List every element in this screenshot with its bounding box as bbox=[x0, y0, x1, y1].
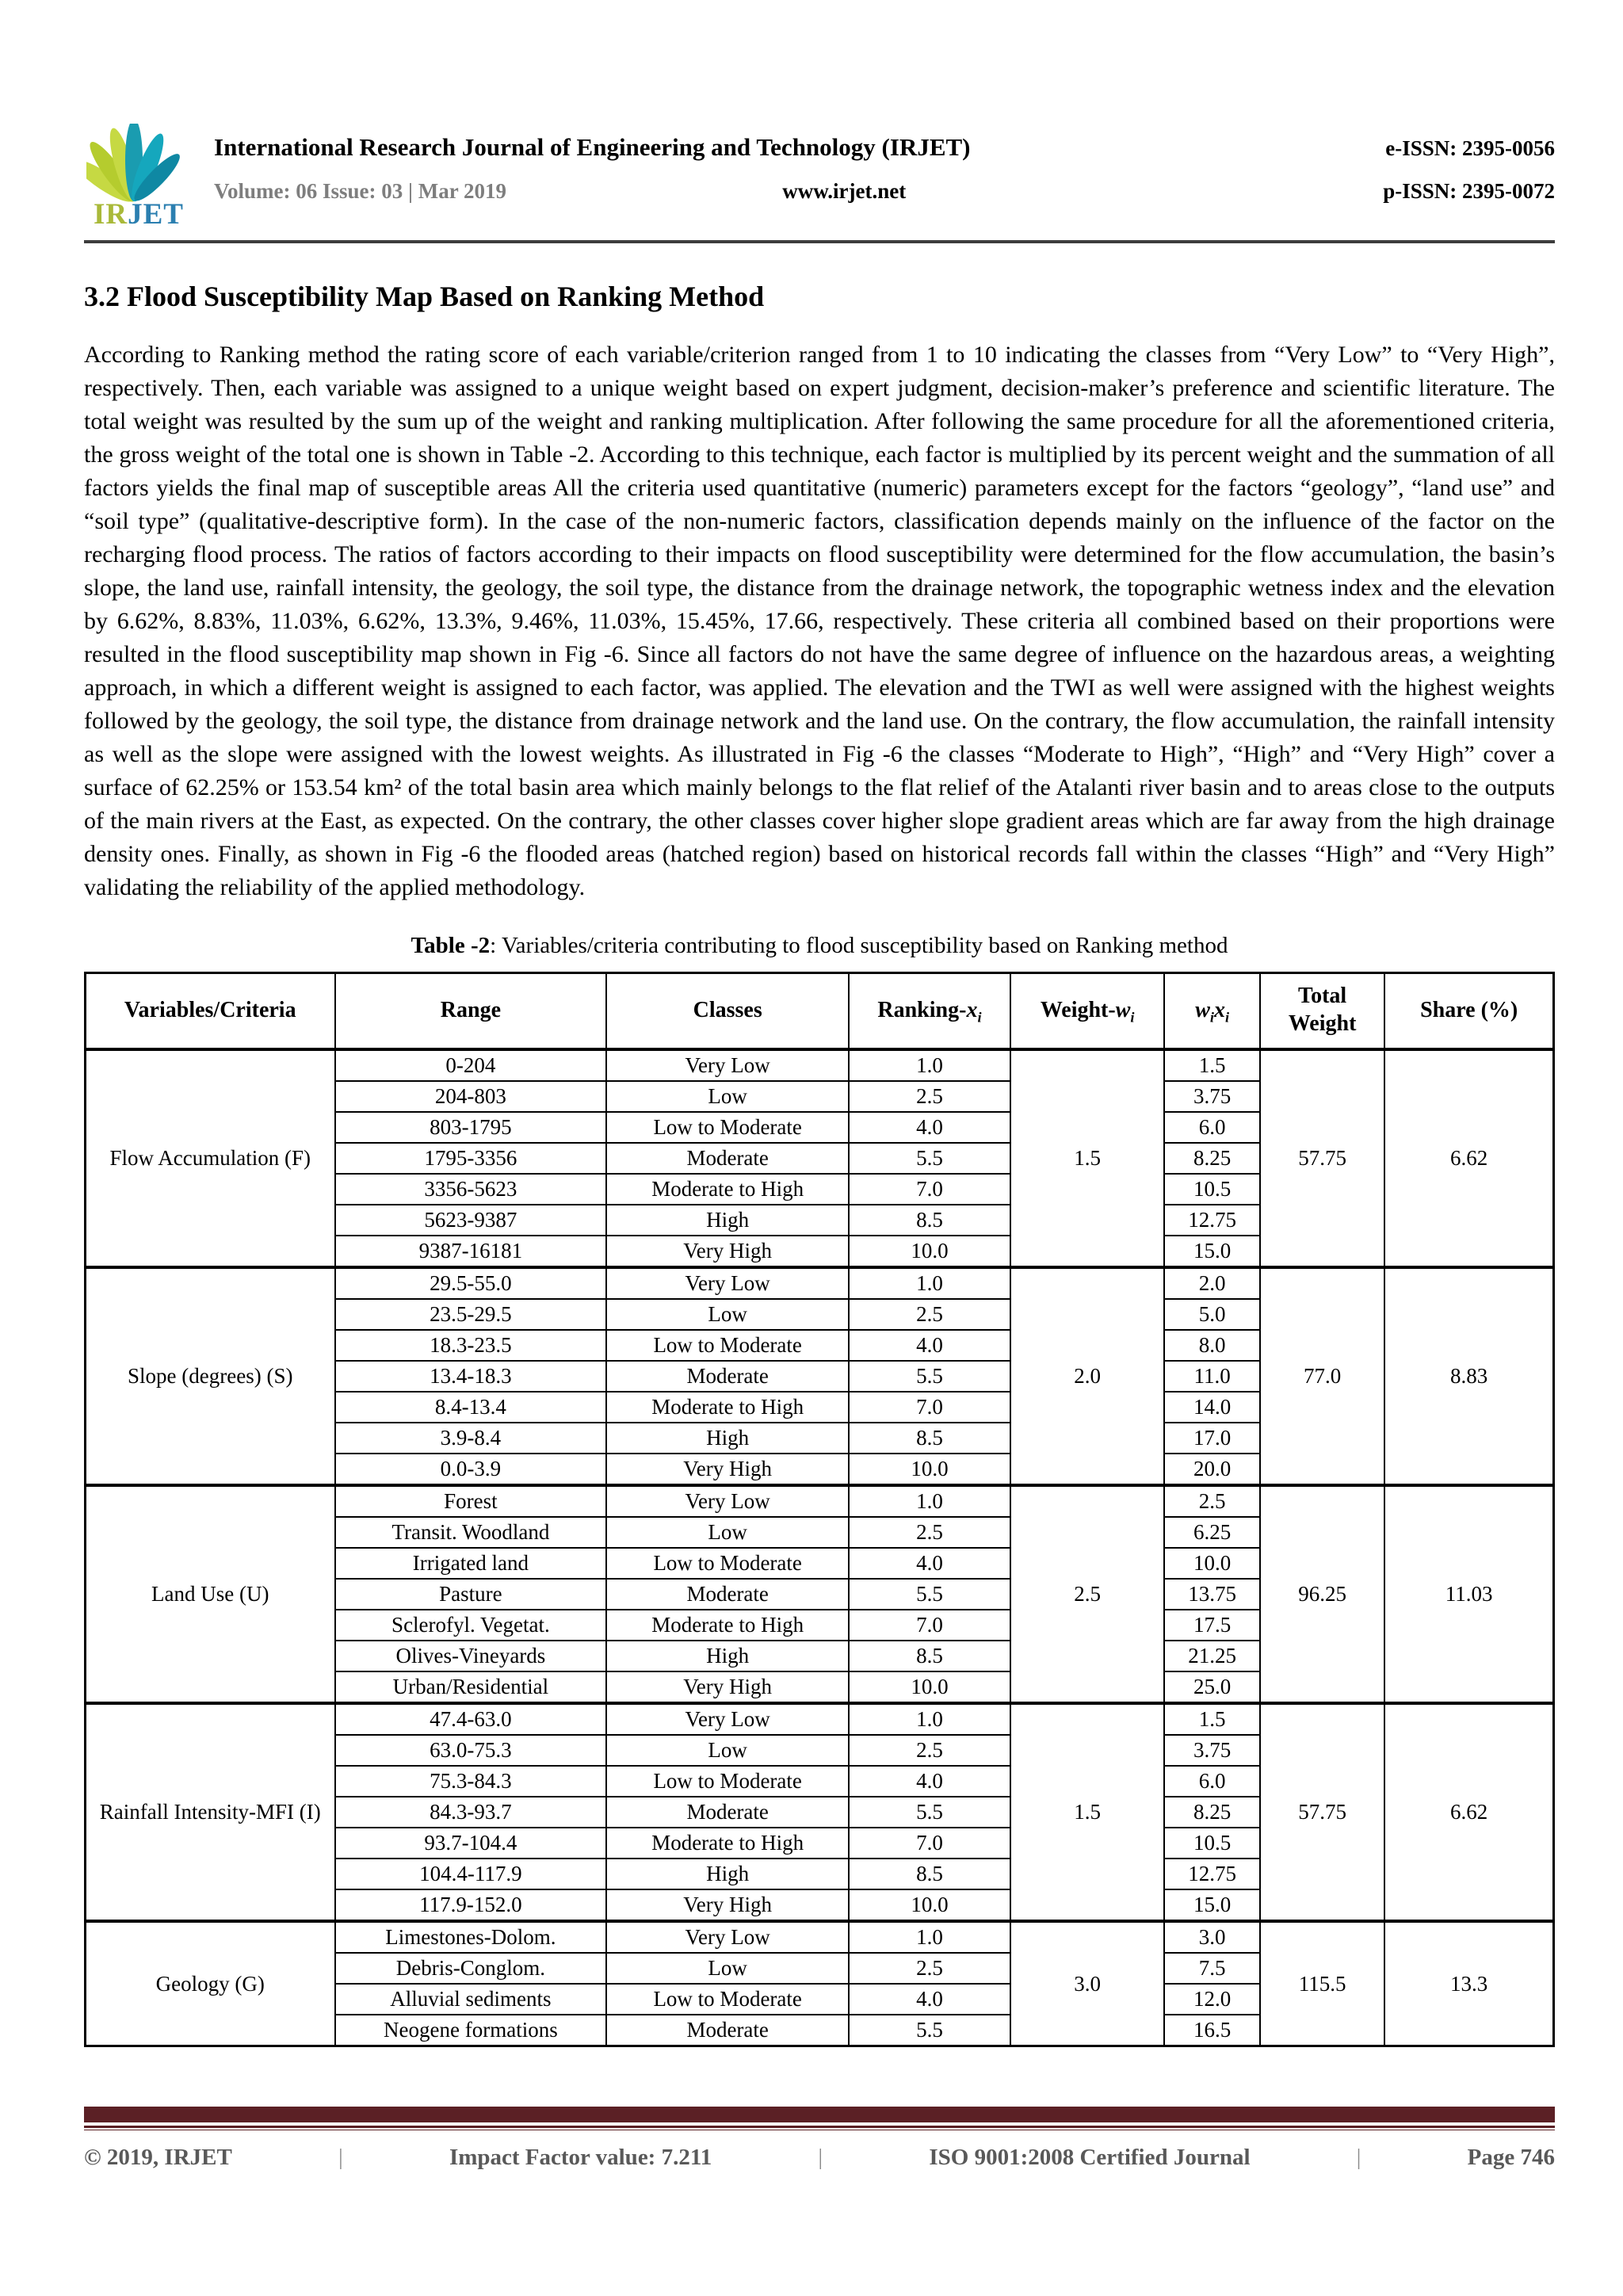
wixi-cell: 10.0 bbox=[1164, 1548, 1259, 1579]
classes-cell: Low bbox=[606, 1299, 849, 1330]
ranking-cell: 5.5 bbox=[849, 1797, 1010, 1828]
classes-cell: Moderate bbox=[606, 2015, 849, 2046]
range-cell: 29.5-55.0 bbox=[335, 1267, 607, 1299]
wixi-cell: 15.0 bbox=[1164, 1236, 1259, 1267]
wixi-cell: 12.75 bbox=[1164, 1205, 1259, 1236]
range-cell: Sclerofyl. Vegetat. bbox=[335, 1610, 607, 1641]
classes-cell: Moderate to High bbox=[606, 1174, 849, 1205]
classes-cell: Very Low bbox=[606, 1049, 849, 1081]
ranking-cell: 1.0 bbox=[849, 1049, 1010, 1081]
range-cell: 117.9-152.0 bbox=[335, 1889, 607, 1921]
ranking-cell: 10.0 bbox=[849, 1889, 1010, 1921]
footer-text-row bbox=[84, 2145, 1555, 2171]
wixi-cell: 2.5 bbox=[1164, 1485, 1259, 1517]
ranking-cell: 5.5 bbox=[849, 1143, 1010, 1174]
classes-cell: Low to Moderate bbox=[606, 1112, 849, 1143]
wixi-cell: 21.25 bbox=[1164, 1641, 1259, 1671]
footer-separator: | bbox=[1356, 2145, 1361, 2170]
range-cell: 63.0-75.3 bbox=[335, 1735, 607, 1766]
range-cell: 23.5-29.5 bbox=[335, 1299, 607, 1330]
wixi-cell: 13.75 bbox=[1164, 1579, 1259, 1610]
classes-cell: Very High bbox=[606, 1454, 849, 1485]
classes-cell: Low to Moderate bbox=[606, 1984, 849, 2015]
classes-cell: Very Low bbox=[606, 1921, 849, 1953]
ranking-cell: 2.5 bbox=[849, 1735, 1010, 1766]
footer-impact-factor: Impact Factor value: 7.211 bbox=[449, 2145, 712, 2170]
table-row bbox=[86, 1049, 1554, 1081]
footer-rule-thick bbox=[84, 2126, 1555, 2128]
ranking-cell: 4.0 bbox=[849, 1766, 1010, 1797]
classes-cell: Very High bbox=[606, 1671, 849, 1703]
ranking-cell: 2.5 bbox=[849, 1081, 1010, 1112]
range-cell: Pasture bbox=[335, 1579, 607, 1610]
p-issn: p-ISSN: 2395-0072 bbox=[1383, 179, 1555, 203]
ranking-cell: 8.5 bbox=[849, 1205, 1010, 1236]
range-cell: 104.4-117.9 bbox=[335, 1859, 607, 1889]
classes-cell: High bbox=[606, 1641, 849, 1671]
weight-cell: 1.5 bbox=[1010, 1049, 1165, 1267]
wixi-cell: 17.0 bbox=[1164, 1423, 1259, 1454]
classes-cell: Moderate bbox=[606, 1361, 849, 1392]
table-caption-label: Table -2 bbox=[411, 933, 491, 958]
wixi-cell: 10.5 bbox=[1164, 1828, 1259, 1859]
ranking-cell: 7.0 bbox=[849, 1828, 1010, 1859]
journal-website: www.irjet.net bbox=[782, 179, 907, 203]
classes-cell: Moderate bbox=[606, 1143, 849, 1174]
col-header-range: Range bbox=[335, 973, 607, 1050]
table-row bbox=[86, 1485, 1554, 1517]
wixi-cell: 1.5 bbox=[1164, 1049, 1259, 1081]
col-header-total-weight: Total Weight bbox=[1260, 973, 1385, 1050]
range-cell: 18.3-23.5 bbox=[335, 1330, 607, 1361]
classes-cell: Low bbox=[606, 1953, 849, 1984]
section-heading: 3.2 Flood Susceptibility Map Based on Ranking Method bbox=[84, 281, 765, 312]
ranking-cell: 8.5 bbox=[849, 1423, 1010, 1454]
table-row bbox=[86, 1921, 1554, 1953]
criteria-cell: Flow Accumulation (F) bbox=[86, 1049, 335, 1267]
footer-accent-bar bbox=[84, 2107, 1555, 2122]
classes-cell: Low bbox=[606, 1735, 849, 1766]
classes-cell: High bbox=[606, 1859, 849, 1889]
wixi-cell: 1.5 bbox=[1164, 1703, 1259, 1735]
share-cell: 11.03 bbox=[1384, 1485, 1553, 1703]
wixi-cell: 6.0 bbox=[1164, 1766, 1259, 1797]
volume-info: Volume: 06 Issue: 03 | Mar 2019 bbox=[214, 179, 506, 203]
col-header-wixi: $w_ix_i$ bbox=[1164, 973, 1259, 1050]
wixi-cell: 12.75 bbox=[1164, 1859, 1259, 1889]
share-cell: 8.83 bbox=[1384, 1267, 1553, 1485]
col-header-weight: Weight-$w_i$ bbox=[1010, 973, 1165, 1050]
col-header-classes: Classes bbox=[606, 973, 849, 1050]
wixi-cell: 3.75 bbox=[1164, 1735, 1259, 1766]
wixi-cell: 11.0 bbox=[1164, 1361, 1259, 1392]
ranking-cell: 10.0 bbox=[849, 1454, 1010, 1485]
range-cell: Debris-Conglom. bbox=[335, 1953, 607, 1984]
criteria-cell: Geology (G) bbox=[86, 1921, 335, 2046]
range-cell: Neogene formations bbox=[335, 2015, 607, 2046]
ranking-cell: 4.0 bbox=[849, 1984, 1010, 2015]
range-cell: Alluvial sediments bbox=[335, 1984, 607, 2015]
total-weight-cell: 115.5 bbox=[1260, 1921, 1385, 2046]
total-weight-cell: 77.0 bbox=[1260, 1267, 1385, 1485]
header-text-block bbox=[214, 124, 1555, 204]
classes-cell: Moderate to High bbox=[606, 1392, 849, 1423]
classes-cell: Low to Moderate bbox=[606, 1330, 849, 1361]
col-header-share: Share (%) bbox=[1384, 973, 1553, 1050]
wixi-cell: 10.5 bbox=[1164, 1174, 1259, 1205]
e-issn: e-ISSN: 2395-0056 bbox=[1385, 136, 1555, 160]
weight-cell: 3.0 bbox=[1010, 1921, 1165, 2046]
weight-cell: 2.5 bbox=[1010, 1485, 1165, 1703]
col-header-ranking: Ranking-$x_i$ bbox=[849, 973, 1010, 1050]
classes-cell: Very Low bbox=[606, 1703, 849, 1735]
ranking-cell: 4.0 bbox=[849, 1548, 1010, 1579]
header-divider bbox=[84, 240, 1555, 243]
wixi-cell: 15.0 bbox=[1164, 1889, 1259, 1921]
page-footer bbox=[84, 2107, 1555, 2171]
ranking-cell: 5.5 bbox=[849, 1579, 1010, 1610]
ranking-cell: 1.0 bbox=[849, 1267, 1010, 1299]
range-cell: 93.7-104.4 bbox=[335, 1828, 607, 1859]
irjet-leaves-icon bbox=[84, 124, 193, 206]
classes-cell: Very Low bbox=[606, 1485, 849, 1517]
range-cell: Transit. Woodland bbox=[335, 1517, 607, 1548]
weight-cell: 2.0 bbox=[1010, 1267, 1165, 1485]
irjet-logo-text bbox=[84, 200, 193, 229]
criteria-cell: Rainfall Intensity-MFI (I) bbox=[86, 1703, 335, 1921]
ranking-cell: 2.5 bbox=[849, 1953, 1010, 1984]
wixi-cell: 8.25 bbox=[1164, 1797, 1259, 1828]
wixi-cell: 3.75 bbox=[1164, 1081, 1259, 1112]
table-row bbox=[86, 1267, 1554, 1299]
journal-header bbox=[84, 0, 1555, 229]
share-cell: 6.62 bbox=[1384, 1049, 1553, 1267]
wixi-cell: 2.0 bbox=[1164, 1267, 1259, 1299]
ranking-cell: 1.0 bbox=[849, 1485, 1010, 1517]
range-cell: 75.3-84.3 bbox=[335, 1766, 607, 1797]
range-cell: 5623-9387 bbox=[335, 1205, 607, 1236]
range-cell: 84.3-93.7 bbox=[335, 1797, 607, 1828]
range-cell: Forest bbox=[335, 1485, 607, 1517]
total-weight-cell: 96.25 bbox=[1260, 1485, 1385, 1703]
ranking-cell: 2.5 bbox=[849, 1517, 1010, 1548]
classes-cell: Very High bbox=[606, 1889, 849, 1921]
footer-page-number: Page 746 bbox=[1467, 2145, 1555, 2170]
table-caption bbox=[84, 933, 1555, 959]
table-caption-text: : Variables/criteria contributing to flood susceptibility based on Ranking method bbox=[490, 933, 1228, 958]
logo-text-jet: JET bbox=[128, 198, 184, 231]
table-header-row bbox=[86, 973, 1554, 1050]
classes-cell: Moderate to High bbox=[606, 1610, 849, 1641]
range-cell: 803-1795 bbox=[335, 1112, 607, 1143]
footer-certification: ISO 9001:2008 Certified Journal bbox=[929, 2145, 1251, 2170]
wixi-cell: 17.5 bbox=[1164, 1610, 1259, 1641]
wixi-cell: 8.0 bbox=[1164, 1330, 1259, 1361]
wixi-cell: 14.0 bbox=[1164, 1392, 1259, 1423]
total-weight-cell: 57.75 bbox=[1260, 1703, 1385, 1921]
wixi-cell: 3.0 bbox=[1164, 1921, 1259, 1953]
wixi-cell: 7.5 bbox=[1164, 1953, 1259, 1984]
range-cell: 3356-5623 bbox=[335, 1174, 607, 1205]
ranking-cell: 5.5 bbox=[849, 2015, 1010, 2046]
ranking-cell: 8.5 bbox=[849, 1859, 1010, 1889]
ranking-cell: 10.0 bbox=[849, 1236, 1010, 1267]
ranking-cell: 1.0 bbox=[849, 1703, 1010, 1735]
logo-text-ir: IR bbox=[94, 198, 128, 231]
classes-cell: Moderate bbox=[606, 1797, 849, 1828]
classes-cell: Very High bbox=[606, 1236, 849, 1267]
journal-title: International Research Journal of Engineering and Technology (IRJET) bbox=[214, 133, 971, 161]
wixi-cell: 6.25 bbox=[1164, 1517, 1259, 1548]
classes-cell: High bbox=[606, 1423, 849, 1454]
ranking-cell: 4.0 bbox=[849, 1330, 1010, 1361]
ranking-cell: 2.5 bbox=[849, 1299, 1010, 1330]
classes-cell: Low to Moderate bbox=[606, 1548, 849, 1579]
wixi-cell: 6.0 bbox=[1164, 1112, 1259, 1143]
range-cell: 0-204 bbox=[335, 1049, 607, 1081]
ranking-cell: 7.0 bbox=[849, 1392, 1010, 1423]
ranking-cell: 7.0 bbox=[849, 1610, 1010, 1641]
range-cell: 204-803 bbox=[335, 1081, 607, 1112]
classes-cell: Low bbox=[606, 1081, 849, 1112]
ranking-cell: 10.0 bbox=[849, 1671, 1010, 1703]
body-paragraph: According to Ranking method the rating score of each variable/criterion ranged from 1 to 10 indicating the classes from “Very Low” to “Very High”, respectively. Then, each variable was assigned to a unique weight based on expert judgment, decision-maker’s preference and scientific literature. The total weight was resulted by the sum up of the weight and ranking multiplication. After following the same procedure for all the aforementioned criteria, the gross weight of the total one is shown in Table -2. According to this technique, each factor is multiplied by its percent weight and the summation of all factors yields the final map of susceptible areas All the criteria used quantitative (numeric) parameters except for the factors “geology”, “land use” and “soil type” (qualitative-descriptive form). In the case of the non-numeric factors, classification depends mainly on the influence of the factor on the recharging flood process. The ratios of factors according to their impacts on flood susceptibility were determined for the flow accumulation, the basin’s slope, the land use, rainfall intensity, the geology, the soil type, the distance from the drainage network, the topographic wetness index and the elevation by 6.62%, 8.83%, 11.03%, 6.62%, 13.3%, 9.46%, 11.03%, 15.45%, 17.66, respectively. These criteria all combined based on their proportions were resulted in the flood susceptibility map shown in Fig -6. Since all factors do not have the same degree of influence on the hazardous areas, a weighting approach, in which a different weight is assigned to each factor, was applied. The elevation and the TWI as well were assigned with the highest weights followed by the geology, the soil type, the distance from drainage network and the land use. On the contrary, the flow accumulation, the rainfall intensity as well as the slope were assigned with the lowest weights. As illustrated in Fig -6 the classes “Moderate to High”, “High” and “Very High” cover a surface of 62.25% or 153.54 km² of the total basin area which mainly belongs to the flat relief of the Atalanti river basin and to areas close to the outputs of the main rivers at the East, as expected. On the contrary, the other classes cover higher slope gradient areas which are far away from the high drainage density ones. Finally, as shown in Fig -6 the flooded areas (hatched region) based on historical records fall within the classes “High” and “Very High” validating the reliability of the applied methodology. bbox=[84, 342, 1555, 900]
wixi-cell: 16.5 bbox=[1164, 2015, 1259, 2046]
share-cell: 6.62 bbox=[1384, 1703, 1553, 1921]
range-cell: 1795-3356 bbox=[335, 1143, 607, 1174]
classes-cell: Moderate bbox=[606, 1579, 849, 1610]
ranking-table bbox=[84, 972, 1555, 2047]
range-cell: Irrigated land bbox=[335, 1548, 607, 1579]
classes-cell: Moderate to High bbox=[606, 1828, 849, 1859]
footer-separator: | bbox=[818, 2145, 823, 2170]
ranking-cell: 8.5 bbox=[849, 1641, 1010, 1671]
range-cell: 3.9-8.4 bbox=[335, 1423, 607, 1454]
classes-cell: Low to Moderate bbox=[606, 1766, 849, 1797]
ranking-cell: 4.0 bbox=[849, 1112, 1010, 1143]
footer-separator: | bbox=[338, 2145, 343, 2170]
table-row bbox=[86, 1703, 1554, 1735]
range-cell: 0.0-3.9 bbox=[335, 1454, 607, 1485]
range-cell: Urban/Residential bbox=[335, 1671, 607, 1703]
total-weight-cell: 57.75 bbox=[1260, 1049, 1385, 1267]
classes-cell: High bbox=[606, 1205, 849, 1236]
col-header-variables-criteria: Variables/Criteria bbox=[86, 973, 335, 1050]
irjet-logo bbox=[84, 124, 193, 229]
wixi-cell: 12.0 bbox=[1164, 1984, 1259, 2015]
wixi-cell: 20.0 bbox=[1164, 1454, 1259, 1485]
footer-copyright: © 2019, IRJET bbox=[84, 2145, 232, 2170]
range-cell: 47.4-63.0 bbox=[335, 1703, 607, 1735]
range-cell: 13.4-18.3 bbox=[335, 1361, 607, 1392]
range-cell: 9387-16181 bbox=[335, 1236, 607, 1267]
criteria-cell: Slope (degrees) (S) bbox=[86, 1267, 335, 1485]
weight-cell: 1.5 bbox=[1010, 1703, 1165, 1921]
range-cell: Olives-Vineyards bbox=[335, 1641, 607, 1671]
ranking-cell: 5.5 bbox=[849, 1361, 1010, 1392]
share-cell: 13.3 bbox=[1384, 1921, 1553, 2046]
ranking-cell: 7.0 bbox=[849, 1174, 1010, 1205]
classes-cell: Low bbox=[606, 1517, 849, 1548]
wixi-cell: 8.25 bbox=[1164, 1143, 1259, 1174]
classes-cell: Very Low bbox=[606, 1267, 849, 1299]
wixi-cell: 25.0 bbox=[1164, 1671, 1259, 1703]
criteria-cell: Land Use (U) bbox=[86, 1485, 335, 1703]
range-cell: Limestones-Dolom. bbox=[335, 1921, 607, 1953]
range-cell: 8.4-13.4 bbox=[335, 1392, 607, 1423]
ranking-cell: 1.0 bbox=[849, 1921, 1010, 1953]
wixi-cell: 5.0 bbox=[1164, 1299, 1259, 1330]
